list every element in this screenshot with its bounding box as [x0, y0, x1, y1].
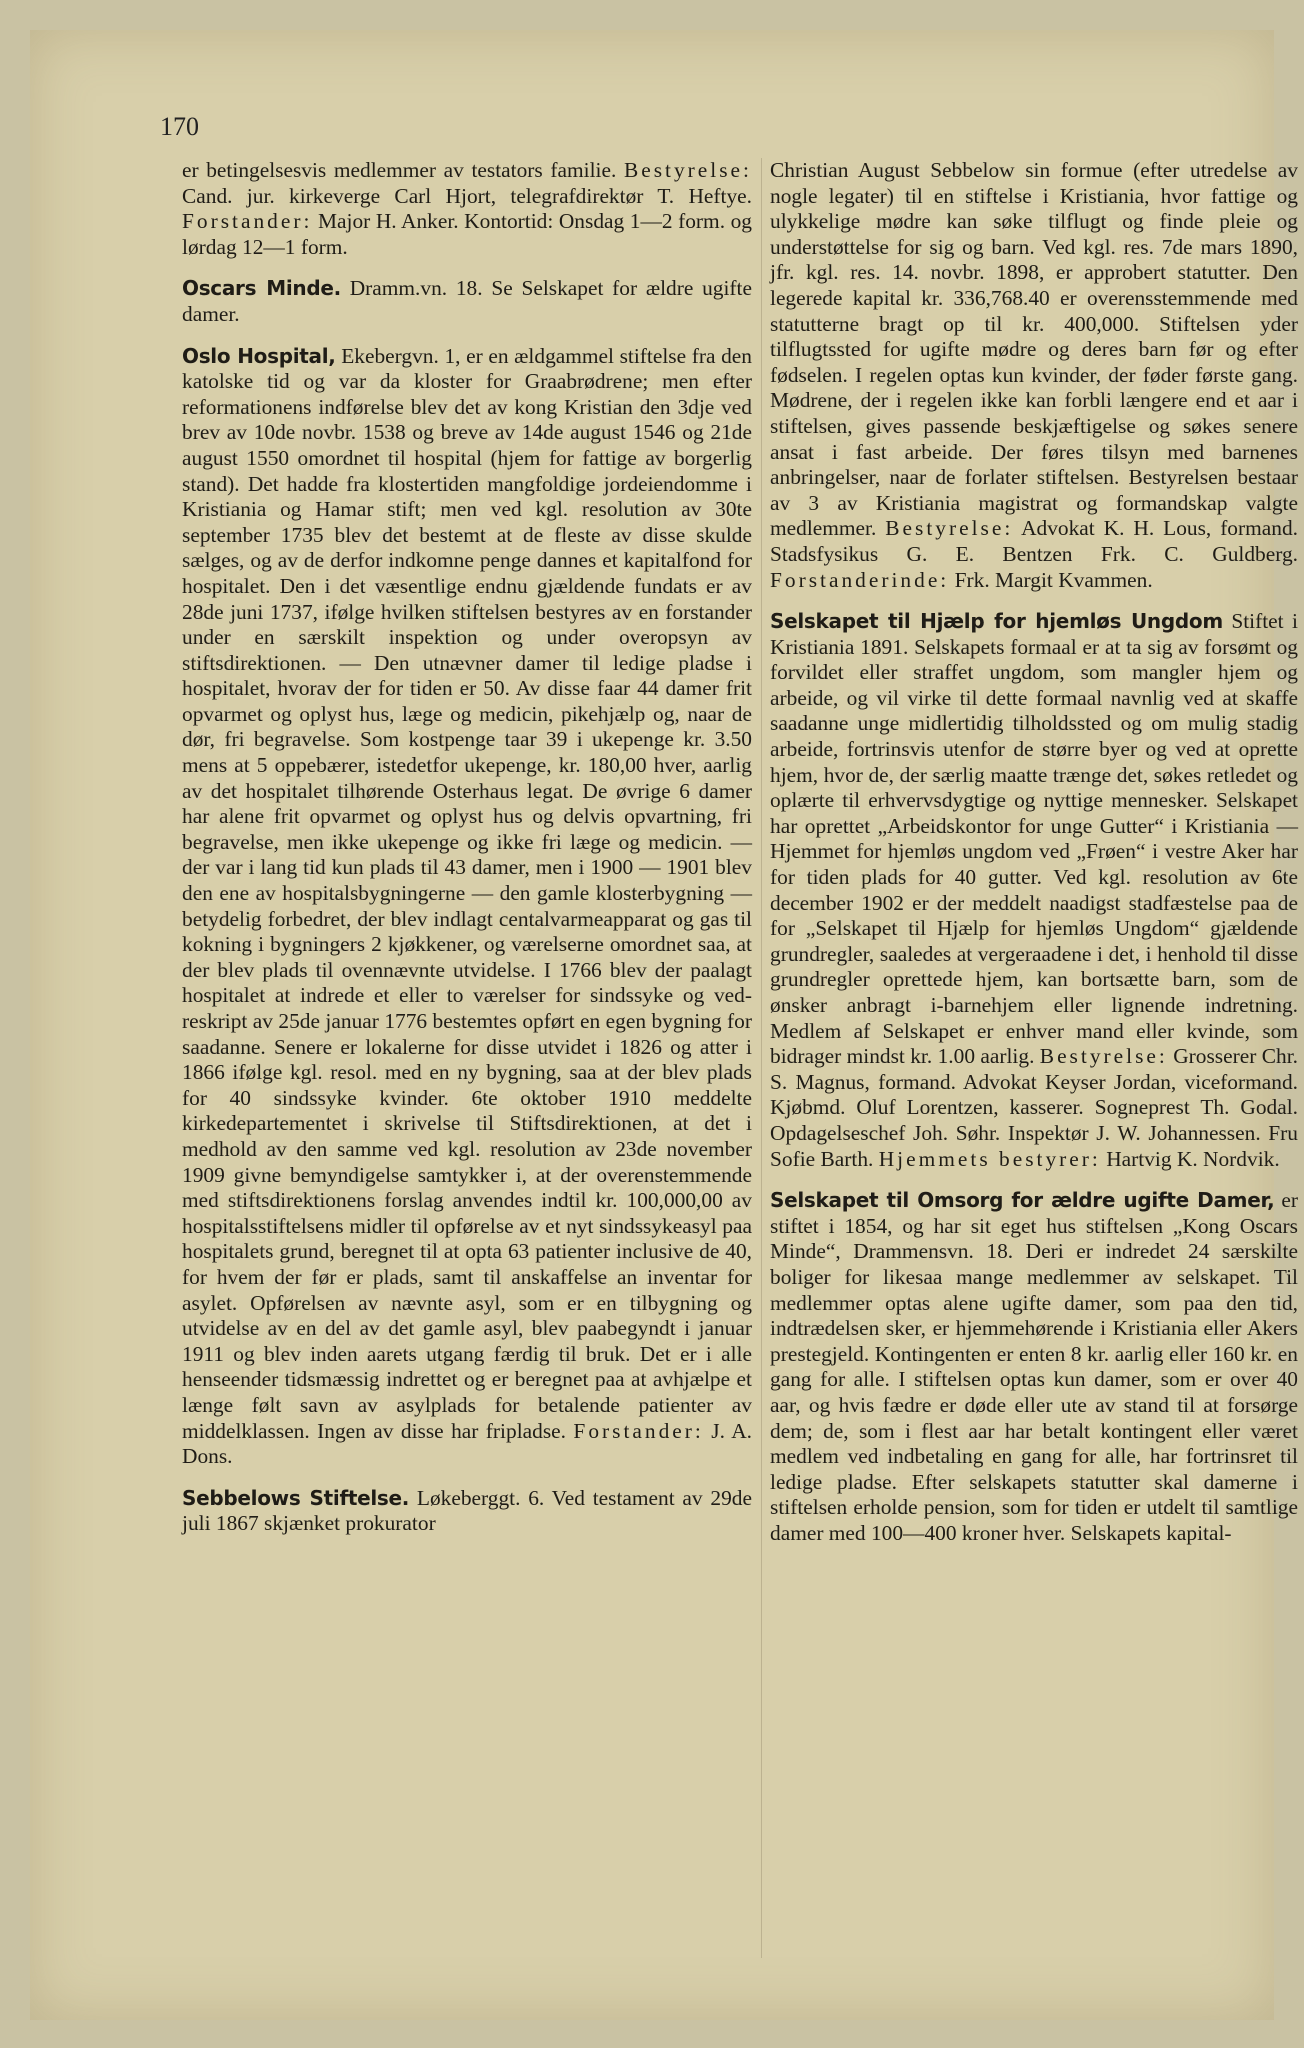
oslo-hospital-title: Oslo Hospital, [182, 343, 336, 368]
intro-text: er betingelsesvis medlemmer av testators familie. [182, 158, 617, 182]
sebbelows-continuation [770, 158, 1298, 593]
intro-entry [182, 158, 752, 260]
sebbelows-board-label: Bestyrelse: [885, 516, 1014, 541]
omsorg-damer-title: Selskapet til Omsorg for ældre ugifte Damer, [770, 1188, 1275, 1213]
omsorg-damer-text: er stiftet i 1854, og har sit eget hus stiftelsen „Kong Oscars Minde“, Drammensvn. 18. Deri er indredet 24 særskilte boliger for likesaa mange medlemmer av selskapet. Til medlemmer optas alene ugifte damer, som paa den tid, indtrædelsen sker, er hjemmehørende i Kristiania eller Akers prestegjeld. Kontingenten er enten 8 kr. aarlig eller 160 kr. en gang for alle. I stiftelsen optas kun damer, som er over 40 aar, og hvis fædre er døde eller ute av stand til at forsørge dem; de, som i flest aar har betalt kontingent eller været medlem ved indbetaling en gang for alle, har fortrinsret til ledige pladse. Efter selskapets statutter skal damerne i stiftelsen erholde pension, som for tiden er utdelt til samtlige damer med 100—400 kroner hver. Selskapets kapital- [770, 1188, 1298, 1545]
hjemlos-board-text: Grosserer Chr. S. Magnus, formand. Advokat Keyser Jordan, viceformand. Kjøbmd. Oluf Lorentzen, kasserer. Sogneprest Th. Godal. Opdagelseschef Joh. Søhr. Inspektør J. W. Johannessen. Fru Sofie Barth. [770, 1044, 1298, 1171]
oslo-hospital-manager-label: Forstander: [573, 1418, 704, 1443]
sebbelows-text: Løkeberggt. 6. Ved testament av 29de juli 1867 skjænket prokurator [182, 1485, 752, 1536]
page-number: 170 [160, 112, 199, 141]
intro-manager-label: Forstander: [182, 209, 313, 234]
oscars-minde-entry [182, 276, 752, 327]
sebbelows-manager-text: Frk. Margit Kvammen. [954, 567, 1153, 592]
oslo-hospital-entry [182, 344, 752, 1470]
sebbelows-cont-text: Christian August Sebbelow sin formue (efter utredelse av nogle legater) til en stiftelse i Kristiania, hvor fattige og ulykkelige mødre kan søke tilflugt og finde pleie og understøttelse for sig og barn. Ved kgl. res. 7de mars 1890, jfr. kgl. res. 14. novbr. 1898, er approbert statutter. Den legerede kapital kr. 336,768.40 er overensstemmende med statutterne bragt op til kr. 400,000. Stiftelsen yder tilflugtssted for ugifte mødre og deres barn før og efter fødselen. I regelen optas kun kvinder, der føder første gang. Mødrene, der i regelen ikke kan forbli længere end et aar i stiftelsen, gives passende beskjæftigelse og søkes senere ansat i fast arbeide. Der føres tilsyn med barnenes anbringelser, naar de forlater stiftelsen. Bestyrelsen bestaar av 3 av Kristiania magistrat og formandskap valgte medlemmer. [770, 158, 1298, 541]
hjemlos-manager-label: Hjemmets bestyrer: [878, 1146, 1101, 1171]
intro-manager-text: Major H. Anker. Kontortid: Onsdag 1—2 form. og lørdag 12—1 form. [182, 209, 752, 259]
column-divider [761, 158, 762, 1958]
left-column [182, 158, 752, 1553]
hjemlos-ungdom-entry [770, 609, 1298, 1172]
sebbelows-board-text: Advokat K. H. Lous, formand. Stadsfysikus G. E. Bentzen Frk. C. Guldberg. [770, 516, 1299, 566]
sebbelows-manager-label: Forstanderinde: [770, 567, 950, 592]
hjemlos-ungdom-title: Selskapet til Hjælp for hjemløs Ungdom [770, 609, 1223, 634]
hjemlos-board-label: Bestyrelse: [1039, 1044, 1168, 1069]
book-page [30, 30, 1299, 2020]
sebbelows-entry [182, 1486, 752, 1537]
hjemlos-ungdom-text: Stiftet i Kristiania 1891. Selskapets formaal er at ta sig av forsømt og forvildet eller straffet ungdom, som mangler hjem og arbeide, og vil virke til dette formaal navnlig ved at skaffe saadanne unge midlertidig tilholdssted og om mulig stadig arbeide, fortrinsvis utenfor de større byer og ved at oprette hjem, hvor de, der særlig maatte trænge det, søkes retledet og oplærte til erhvervsdygtige og nyttige mennesker. Selskapet har oprettet „Arbeidskontor for unge Gutter“ i Kristiania — Hjemmet for hjemløs ungdom ved „Frøen“ i vestre Aker har for tiden plads for 40 gutter. Ved kgl. resolution av 6te december 1902 er der meddelt naadigst stadfæstelse paa de for „Selskapet til Hjælp for hjemløs Ungdom“ gjældende grundregler, saaledes at vergeraadene i det, i henhold til disse grundregler oprettede hjem, kan bortsætte barn, som de ønsker anbragt i-barnehjem eller lignende indretning. Medlem af Selskapet er enhver mand eller kvinde, som bidrager mindst kr. 1.00 aarlig. [770, 609, 1299, 1069]
oslo-hospital-manager-text: J. A. Dons. [182, 1418, 752, 1469]
omsorg-damer-entry [770, 1188, 1298, 1546]
oscars-minde-text: Dramm.vn. 18. Se Selskapet for ældre ugifte damer. [182, 276, 752, 326]
oscars-minde-title: Oscars Minde. [182, 276, 341, 301]
intro-board-text: Cand. jur. kirkeverge Carl Hjort, telegrafdirektør T. Heftye. [182, 183, 752, 208]
hjemlos-manager-text: Hartvig K. Nordvik. [1106, 1146, 1280, 1171]
right-column [770, 158, 1298, 1562]
intro-board-label: Bestyrelse: [623, 158, 752, 182]
sebbelows-title: Sebbelows Stiftelse. [182, 1485, 410, 1510]
oslo-hospital-text: Ekebergvn. 1, er en ældgammel stiftelse fra den katolske tid og var da kloster for Graabrødrene; men efter reformationens indførelse blev det av kong Kristian den 3dje ved brev av 10de novbr. 1538 og breve av 14de august 1546 og 21de august 1550 omordnet til hospital (hjem for fattige av borgerlig stand). Det hadde fra klostertiden mangfoldige jordeiendomme i Kristiania og Hamar stift; men ved kgl. resolution av 30te september 1735 blev det bestemt at de fleste av disse skulde sælges, og av de derfor indkomne penge dannes et kapitalfond for hospitalet. Den i det væsentlige endnu gjældende fundats er av 28de juni 1737, ifølge hvilken stiftelsen bestyres av en forstander under en særskilt inspektion og under overopsyn av stiftsdirektionen. — Den utnævner damer til ledige pladse i hospitalet, hvorav der for tiden er 50. Av disse faar 44 damer frit opvarmet og oplyst hus, læge og medicin, pikehjælp og, naar de dør, fri begravelse. Som kostpenge taar 39 i ukepenge kr. 3.50 mens at 5 oppebærer, istedetfor ukepenge, kr. 180,00 hver, aarlig av det hospitalet tilhørende Osterhaus legat. De øvrige 6 damer har alene frit opvarmet og oplyst hus og delvis opvartning, fri begravelse, men ikke ukepenge og ikke fri læge og medicin. — der var i lang tid kun plads til 43 damer, men i 1900 — 1901 blev den ene av hospitalsbygningerne — den gamle klosterbygning — betydelig forbedret, der blev indlagt centalvarmeapparat og gas til kokning i bygningers 2 kjøkkener, og værelserne omordnet saa, at der blev plads til ovennævnte utvidelse. I 1766 blev der paalagt hospitalet at indrede et eller to værelser for sindssyke og ved-reskript av 25de januar 1776 bestemtes opført en egen bygning for saadanne. Senere er lokalerne for disse utvidet i 1826 og atter i 1866 ifølge kgl. resol. med en ny bygning, saa at der blev plads for 40 sindssyke kvinder. 6te oktober 1910 meddelte kirkedepartementet i skrivelse til Stiftsdirektionen, at det i medhold av den samme ved kgl. resolution av 23de november 1909 givne bemyndigelse samtykker i, at der overenstemmende med stiftsdirektionens forslag anvendes indtil kr. 100,000,00 av hospitalsstiftelsens midler til opførelse av et nyt sindssykeasyl paa hospitalets grund, beregnet til at opta 63 patienter inclusive de 40, for hvem der før er plads, samt til anskaffelse an inventar for asylet. Opførelsen av nævnte asyl, som er en tilbygning og utvidelse av en del av det gamle asyl, blev paabegyndt i januar 1911 og blev inden aarets utgang færdig til bruk. Det er i alle henseender tidsmæssig indrettet og er beregnet paa at avhjælpe et længe følt savn av asylplads for betalende patienter av middelklassen. Ingen av disse har fripladse. [182, 343, 752, 1443]
